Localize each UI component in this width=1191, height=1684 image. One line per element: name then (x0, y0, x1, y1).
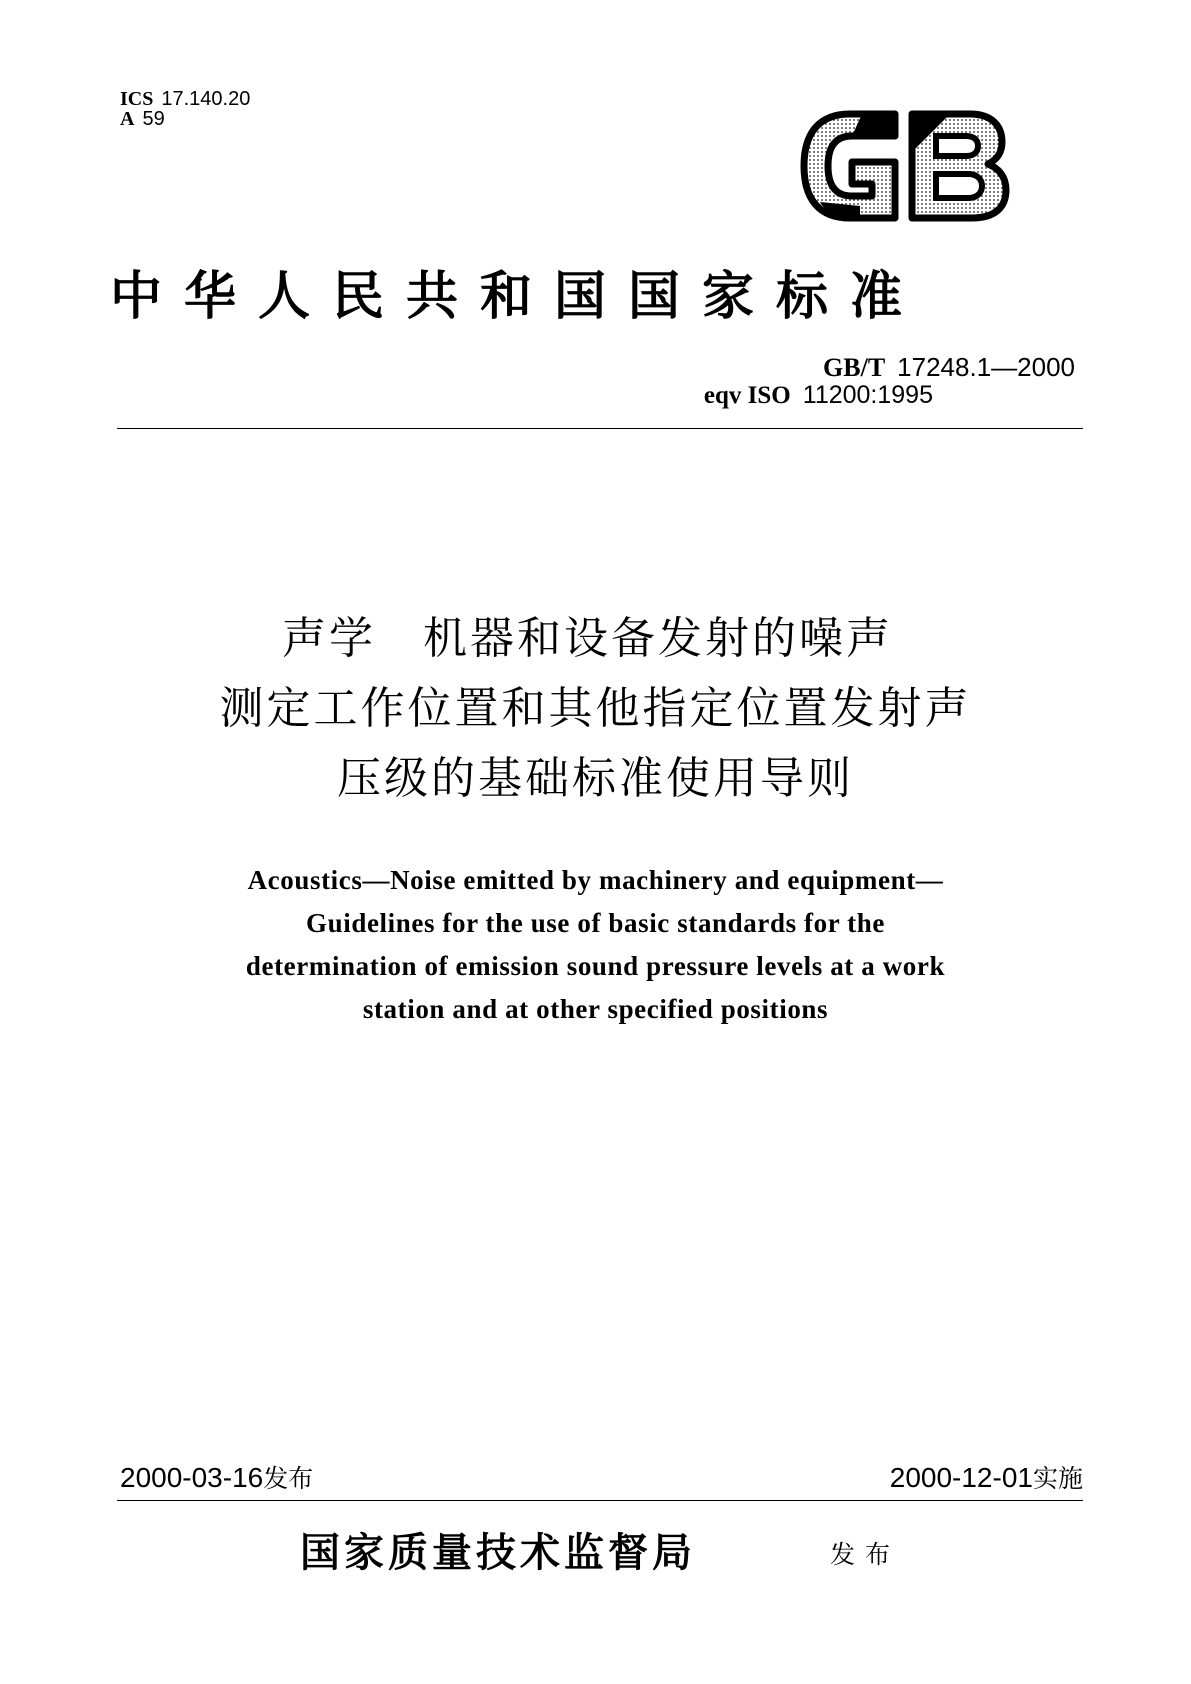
ics-label: ICS (120, 88, 154, 110)
publisher-name: 国家质量技术监督局 (300, 1529, 696, 1576)
ics-code: 17.140.20 (161, 88, 251, 110)
chinese-title-line-2: 测定工作位置和其他指定位置发射声 (219, 683, 972, 734)
ccs-label: A (120, 108, 135, 130)
english-title-line-3: determination of emission sound pressure levels at a work (245, 951, 946, 981)
ccs-code-line (120, 108, 165, 130)
issue-date (120, 1460, 313, 1497)
footer-divider (117, 1500, 1083, 1501)
standard-prefix: GB/T (823, 353, 886, 382)
equivalence-line (704, 380, 933, 411)
publisher-action: 发布 (830, 1540, 901, 1569)
issue-date-value: 2000-03-16 (120, 1462, 264, 1493)
english-title-line-2: Guidelines for the use of basic standards for the (306, 908, 885, 938)
effective-date (890, 1460, 1083, 1497)
ccs-code: 59 (142, 108, 165, 130)
effective-date-label: 实施 (1032, 1464, 1083, 1493)
standard-number-line (823, 352, 1075, 383)
equivalence-prefix: eqv ISO (703, 382, 791, 409)
gb-standard-logo-icon (800, 110, 1010, 222)
standard-code: 17248.1—2000 (897, 352, 1075, 382)
ics-code-line (120, 88, 250, 110)
national-standard-title: 中华人民共和国国家标准 (110, 266, 925, 327)
chinese-title-line-3: 压级的基础标准使用导则 (337, 753, 854, 804)
english-title-line-4: station and at other specified positions (362, 994, 829, 1024)
chinese-title-line-1: 声学 机器和设备发射的噪声 (282, 613, 893, 664)
english-title-line-1: Acoustics—Noise emitted by machinery and equipment— (247, 865, 944, 895)
equivalence-code: 11200:1995 (802, 381, 933, 409)
issue-date-label: 发布 (263, 1464, 314, 1493)
effective-date-value: 2000-12-01 (889, 1462, 1033, 1493)
header-divider (117, 428, 1083, 429)
